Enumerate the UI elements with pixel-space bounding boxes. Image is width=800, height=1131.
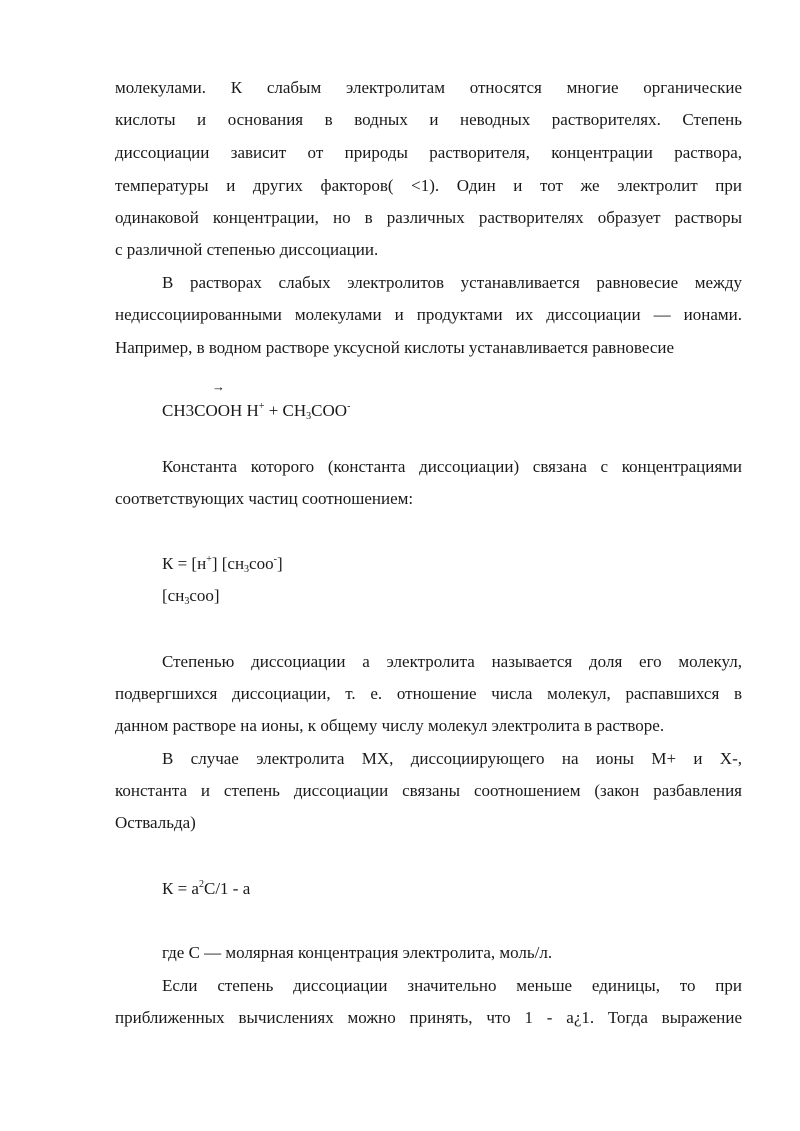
paragraph-line: Если степень диссоциации значительно меньше единицы, то при — [162, 976, 742, 995]
paragraph-line: приближенных вычислениях можно принять, что 1 - а¿1. Тогда выражение — [115, 1008, 742, 1027]
paragraph-line: где С — молярная концентрация электролита, моль/л. — [162, 943, 553, 962]
equilibrium-arrow: → — [212, 379, 225, 394]
paragraph-line: В растворах слабых электролитов устанавливается равновесие между — [162, 273, 742, 292]
paragraph-line: данном растворе на ионы, к общему числу молекул электролита в растворе. — [115, 716, 665, 735]
paragraph-line: Например, в водном растворе уксусной кислоты устанавливается равновесие — [115, 338, 675, 357]
paragraph-line: подвергшихся диссоциации, т. е. отношение числа молекул, распавшихся в — [115, 684, 742, 703]
paragraph-line: молекулами. К слабым электролитам относятся многие органические — [115, 78, 742, 97]
paragraph-line: недиссоциированными молекулами и продуктами их диссоциации — ионами. — [115, 305, 742, 324]
ostwald-formula: $К = а^2С/1 - а$ — [162, 879, 251, 898]
equilibrium-equation: CH3COOH $H^+ + CH_3COO^-$ — [162, 401, 351, 422]
dissociation-constant-formula: К = [н+] $[сн_3соо^-]$ — [162, 554, 283, 575]
paragraph-line: соответствующих частиц соотношением: — [115, 489, 414, 508]
paragraph-line: Константа которого (константа диссоциации) связана с концентрациями — [162, 457, 742, 476]
dissociation-constant-denominator: $[сн_3соо]$ — [162, 586, 220, 607]
paragraph-line: диссоциации зависит от природы растворителя, концентрации раствора, — [115, 143, 742, 162]
paragraph-line: Степенью диссоциации а электролита называется доля его молекул, — [162, 652, 742, 671]
paragraph-line: В случае электролита MX, диссоциирующего на ионы М+ и Х-, — [162, 749, 742, 768]
paragraph-line: температуры и других факторов( <1). Один и тот же электролит при — [115, 176, 742, 195]
paragraph-line: с различной степенью диссоциации. — [115, 240, 379, 259]
paragraph-line: кислоты и основания в водных и неводных растворителях. Степень — [115, 110, 742, 129]
paragraph-line: константа и степень диссоциации связаны соотношением (закон разбавления — [115, 781, 742, 800]
paragraph-line: одинаковой концентрации, но в различных растворителях образует растворы — [115, 208, 742, 227]
paragraph-line: Оствальда) — [115, 813, 196, 832]
